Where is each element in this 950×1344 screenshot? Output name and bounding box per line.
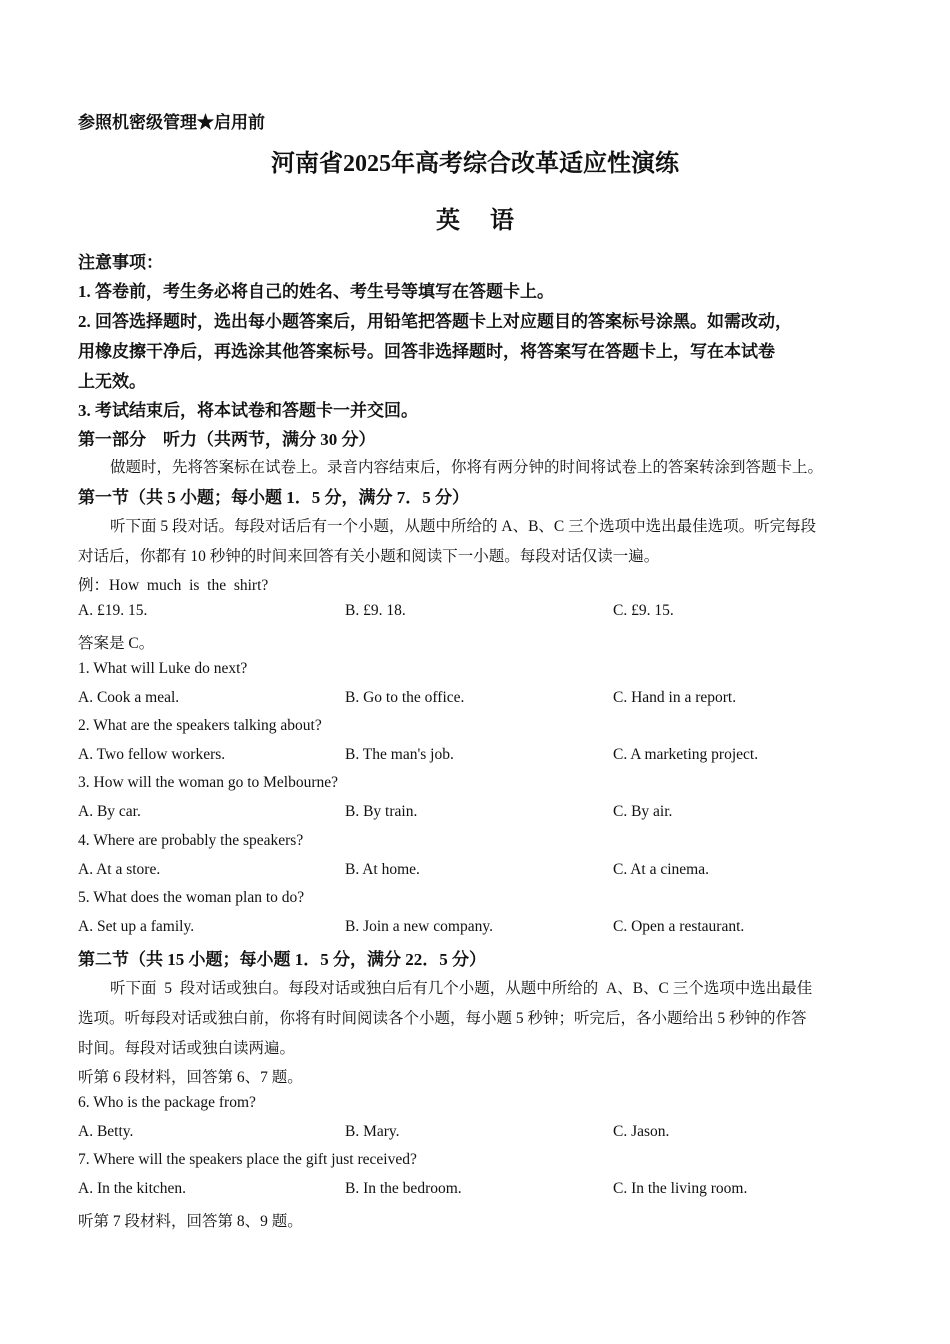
section1-instruction: 听下面 5 段对话。每段对话后有一个小题，从题中所给的 A、B、C 三个选项中选出最佳选项。听完每段: [110, 518, 817, 535]
q4-option-b: B. At home.: [345, 861, 420, 878]
question-7: 7. Where will the speakers place the gift just received?: [78, 1151, 417, 1168]
q1-option-b: B. Go to the office.: [345, 689, 465, 706]
example-option-b: B. £9. 18.: [345, 602, 406, 619]
q7-option-b: B. In the bedroom.: [345, 1180, 462, 1197]
q4-option-a: A. At a store.: [78, 861, 161, 878]
section2-heading: 第二节（共 15 小题；每小题 1．5 分，满分 22．5 分）: [78, 950, 486, 969]
q7-option-a: A. In the kitchen.: [78, 1180, 187, 1197]
example-question: 例：How much is the shirt?: [78, 577, 269, 594]
section2-instruction: 听下面 5 段对话或独白。每段对话或独白后有几个小题，从题中所给的 A、B、C 三个选项中选出最佳: [110, 980, 813, 997]
q6-option-a: A. Betty.: [78, 1123, 134, 1140]
question-6: 6. Who is the package from?: [78, 1094, 256, 1111]
notice-item: 2. 回答选择题时，选出每小题答案后，用铅笔把答题卡上对应题目的答案标号涂黑。如需改动，: [78, 312, 792, 331]
q3-option-b: B. By train.: [345, 803, 418, 820]
q3-option-a: A. By car.: [78, 803, 141, 820]
q2-option-b: B. The man's job.: [345, 746, 454, 763]
q5-option-a: A. Set up a family.: [78, 918, 195, 935]
q3-option-c: C. By air.: [613, 803, 673, 820]
q4-option-c: C. At a cinema.: [613, 861, 709, 878]
notice-heading: 注意事项：: [78, 253, 163, 272]
q1-option-c: C. Hand in a report.: [613, 689, 737, 706]
q2-option-c: C. A marketing project.: [613, 746, 759, 763]
section1-heading: 第一节（共 5 小题；每小题 1．5 分，满分 7．5 分）: [78, 488, 469, 507]
q2-option-a: A. Two fellow workers.: [78, 746, 226, 763]
q5-option-b: B. Join a new company.: [345, 918, 493, 935]
question-5: 5. What does the woman plan to do?: [78, 889, 305, 906]
section1-instruction: 对话后，你都有 10 秒钟的时间来回答有关小题和阅读下一小题。每段对话仅读一遍。: [78, 548, 660, 565]
question-1: 1. What will Luke do next?: [78, 660, 248, 677]
part1-heading: 第一部分 听力（共两节，满分 30 分）: [78, 430, 376, 449]
example-option-c: C. £9. 15.: [613, 602, 674, 619]
secret-label: 参照机密级管理★启用前: [78, 113, 265, 132]
material-6-label: 听第 6 段材料，回答第 6、7 题。: [78, 1069, 303, 1086]
q7-option-c: C. In the living room.: [613, 1180, 748, 1197]
section2-instruction: 时间。每段对话或独白读两遍。: [78, 1040, 296, 1057]
notice-item: 1. 答卷前，考生务必将自己的姓名、考生号等填写在答题卡上。: [78, 282, 554, 301]
notice-item: 用橡皮擦干净后，再选涂其他答案标号。回答非选择题时，将答案写在答题卡上，写在本试卷: [78, 342, 775, 361]
q6-option-b: B. Mary.: [345, 1123, 400, 1140]
notice-item: 上无效。: [78, 372, 146, 391]
q5-option-c: C. Open a restaurant.: [613, 918, 745, 935]
example-answer: 答案是 C。: [78, 635, 155, 652]
material-7-label: 听第 7 段材料，回答第 8、9 题。: [78, 1213, 303, 1230]
question-2: 2. What are the speakers talking about?: [78, 717, 322, 734]
example-option-a: A. £19. 15.: [78, 602, 148, 619]
question-3: 3. How will the woman go to Melbourne?: [78, 774, 339, 791]
q1-option-a: A. Cook a meal.: [78, 689, 180, 706]
page-title: 河南省2025年高考综合改革适应性演练: [271, 151, 679, 177]
question-4: 4. Where are probably the speakers?: [78, 832, 304, 849]
subject-title: 英语: [436, 208, 544, 234]
q6-option-c: C. Jason.: [613, 1123, 670, 1140]
section2-instruction: 选项。听每段对话或独白前，你将有时间阅读各个小题，每小题 5 秒钟；听完后，各小题给出 5 秒钟的作答: [78, 1010, 807, 1027]
part1-instruction: 做题时，先将答案标在试卷上。录音内容结束后，你将有两分钟的时间将试卷上的答案转涂到答题卡上。: [110, 459, 824, 476]
notice-item: 3. 考试结束后，将本试卷和答题卡一并交回。: [78, 401, 418, 420]
